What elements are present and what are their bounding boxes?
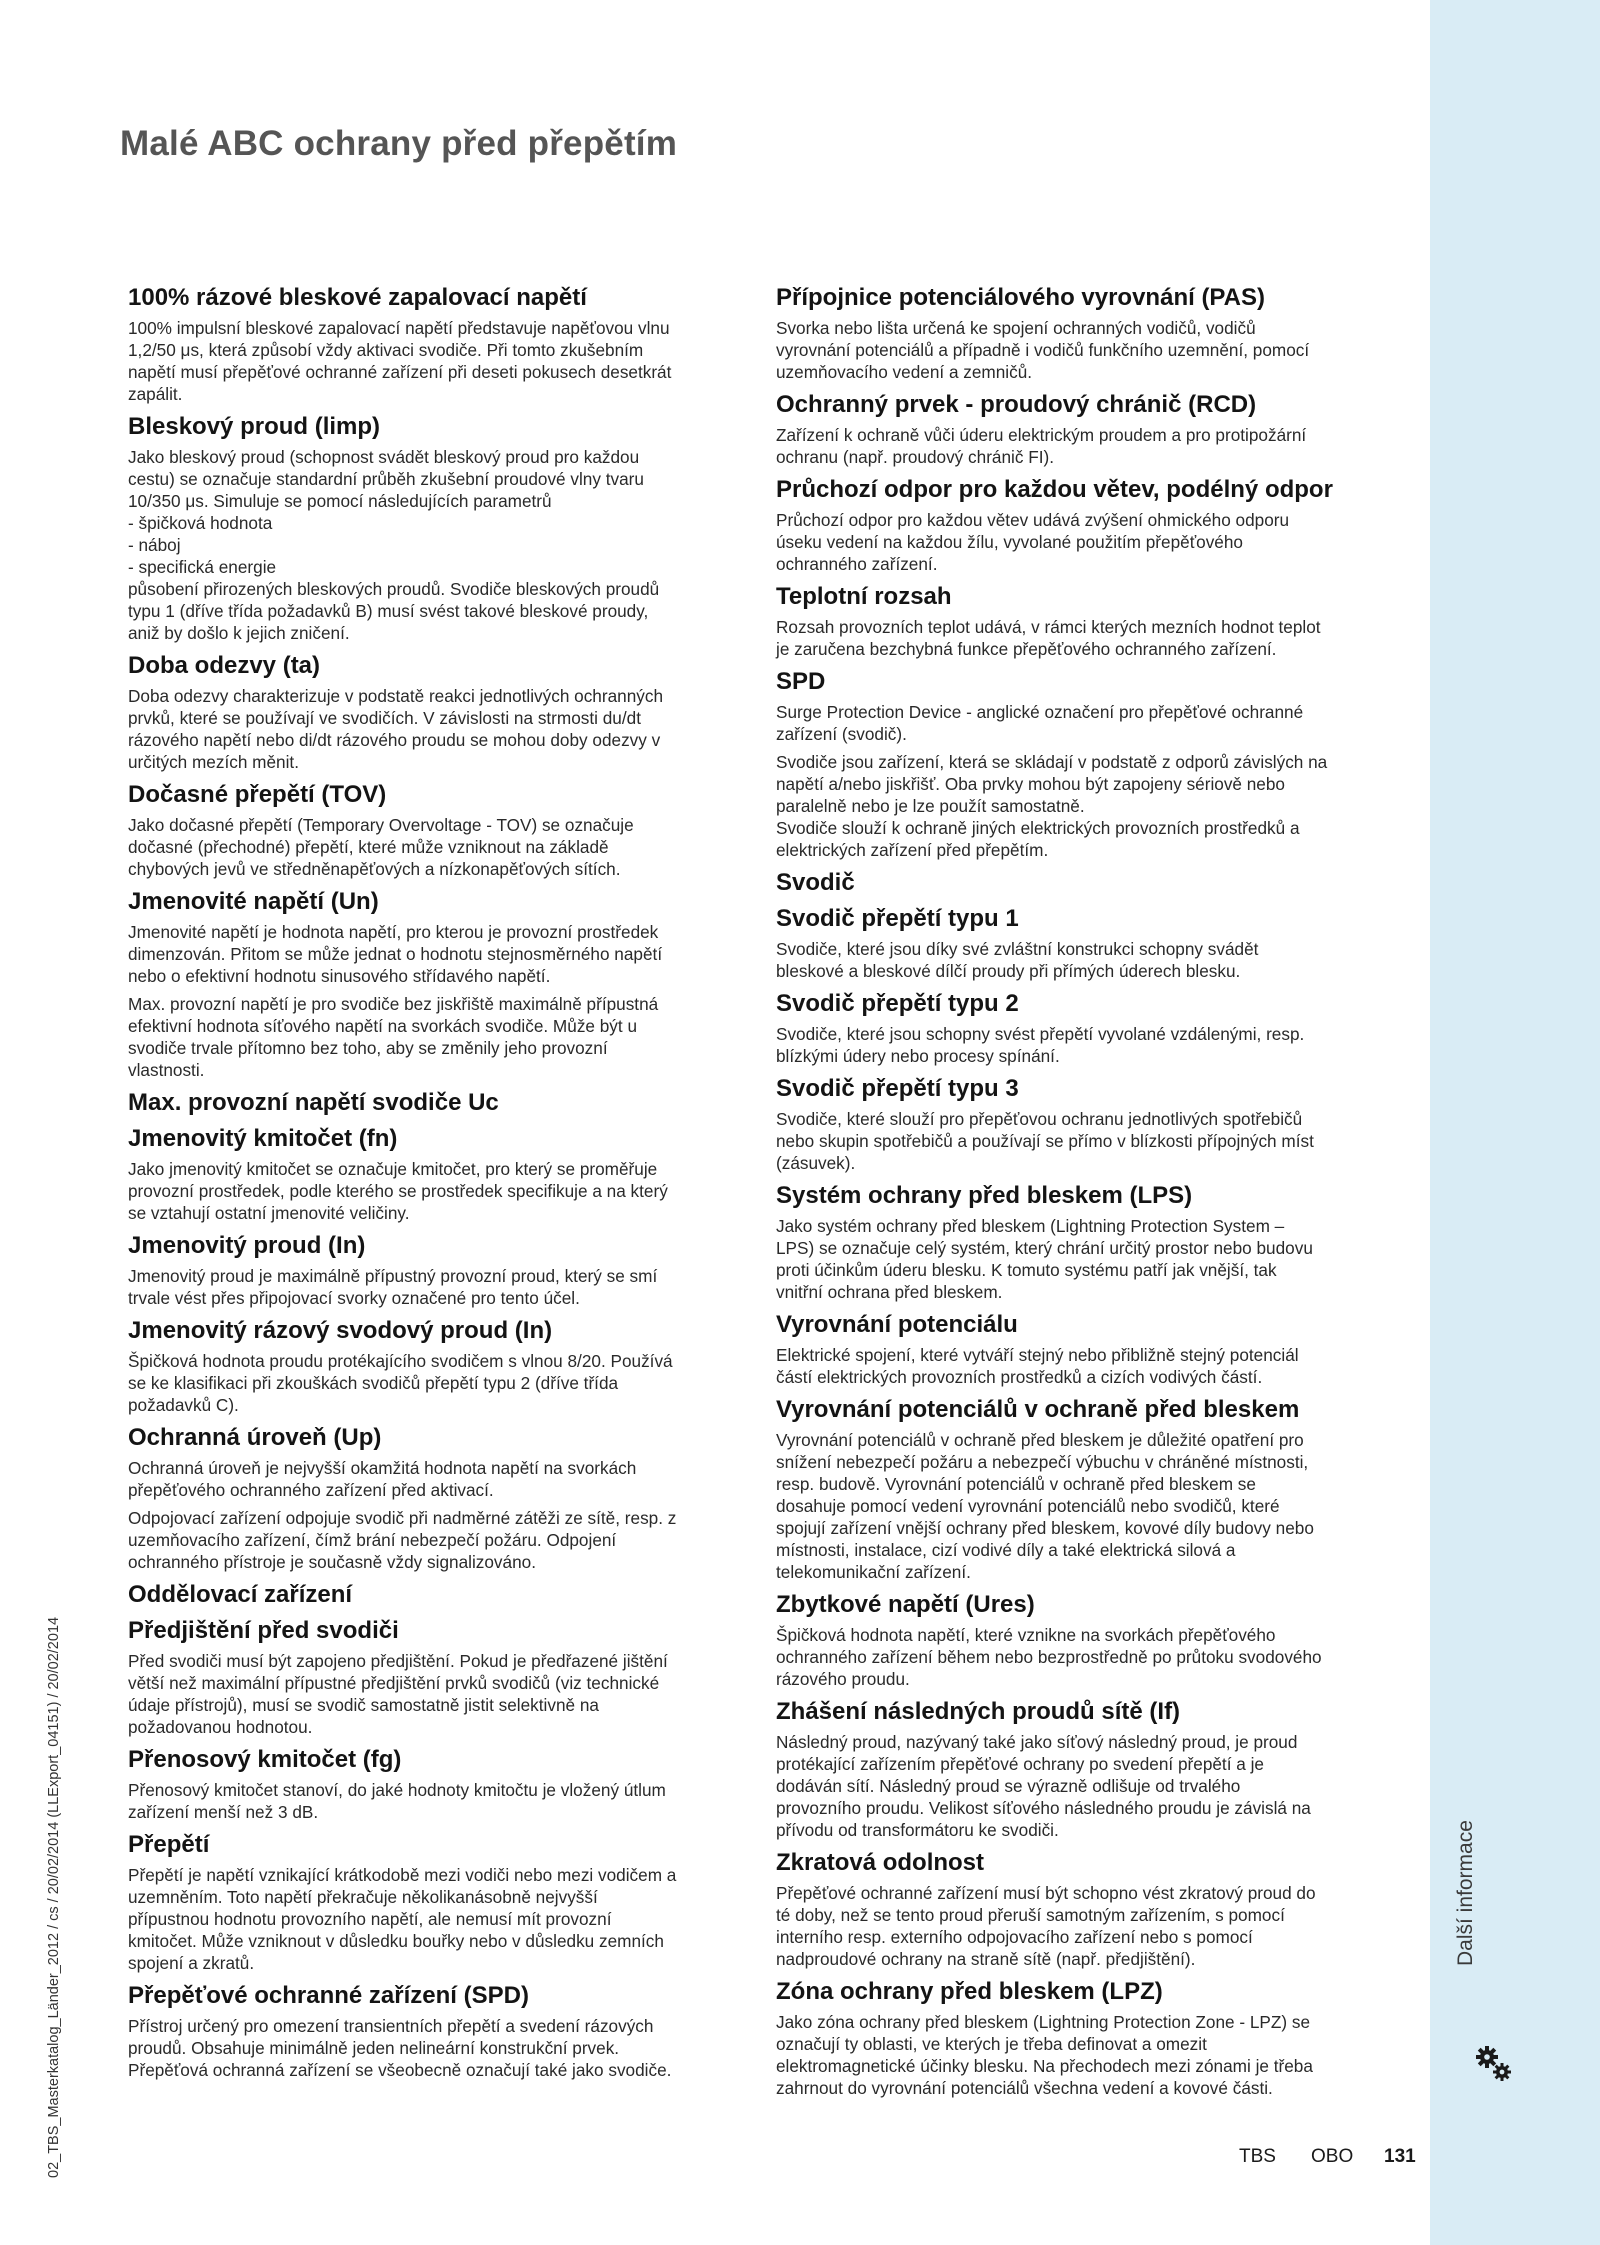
entry-heading: Průchozí odpor pro každou větev, podélný odpor: [776, 476, 1333, 503]
entry-text: Rozsah provozních teplot udává, v rámci kterých mezních hodnot teplot je zaručena bezchybná funkce přepěťového ochranného zařízení.: [776, 617, 1321, 659]
entry-text: Průchozí odpor pro každou větev udává zvýšení ohmického odporu úseku vedení na každou žílu, vyvolané použitím přepěťového ochranného zařízení.: [776, 510, 1290, 574]
glossary-entry: [128, 1981, 736, 2081]
entry-text: Přístroj určený pro omezení transientních přepětí a svedení rázových proudů. Obsahuje minimálně jeden nelineární konstrukční prvek. Přepěťová ochranná zařízení se všeobecně označují také jako svodiče.: [128, 2016, 672, 2080]
sidebar-band: [1430, 0, 1600, 2245]
entry-heading: Jmenovitý rázový svodový proud (In): [128, 1317, 553, 1344]
entry-text: Před svodiči musí být zapojeno předjištění. Pokud je předřazené jištění větší než maximální přípustné předjištění prvků svodičů (viz technické údaje přístrojů), musí se svodič samostatně jistit selektivně na požadovanou hodnotou.: [128, 1651, 668, 1737]
glossary-entry: [128, 1423, 736, 1573]
glossary-entry: [776, 1697, 1396, 1841]
entry-heading: Teplotní rozsah: [776, 583, 952, 610]
entry-text: Špičková hodnota proudu protékajícího svodičem s vlnou 8/20. Používá se ke klasifikaci při zkouškách svodičů přepětí typu 2 (dříve třída požadavků C).: [128, 1351, 673, 1415]
glossary-entry: [776, 582, 1396, 660]
glossary-entry: [128, 1830, 736, 1974]
entry-heading: Ochranný prvek - proudový chránič (RCD): [776, 391, 1257, 418]
entry-text: Přepětí je napětí vznikající krátkodobě mezi vodiči nebo mezi vodičem a uzemněním. Toto napětí překračuje několikanásobně nejvyšší přípustnou hodnotu provozního napětí, ale nemusí mít provozní kmitočet. Může vzniknout v důsledku bouřky nebo v důsledku zemních spojení a zkratů.: [128, 1865, 677, 1973]
entry-heading: SPD: [776, 668, 826, 695]
entry-heading: Jmenovitý kmitočet (fn): [128, 1125, 398, 1152]
glossary-entry: [128, 283, 736, 405]
glossary-entry: [128, 1316, 736, 1416]
entry-text: Jmenovitý proud je maximálně přípustný provozní proud, který se smí trvale vést přes připojovací svorky označené pro tento účel.: [128, 1266, 658, 1308]
page-number: 131: [1384, 2146, 1416, 2167]
glossary-entry: [128, 1231, 736, 1309]
entry-text: Špičková hodnota napětí, které vznikne na svorkách přepěťového ochranného zařízení během nebo bezprostředně po průtoku svodového rázového proudu.: [776, 1625, 1322, 1689]
entry-heading: 100% rázové bleskové zapalovací napětí: [128, 284, 587, 311]
entry-heading: Přenosový kmitočet (fg): [128, 1746, 402, 1773]
entry-heading: Předjištění před svodiči: [128, 1617, 399, 1644]
entry-text: 100% impulsní bleskové zapalovací napětí představuje napěťovou vlnu 1,2/50 μs, která způsobí vždy aktivaci svodiče. Při tomto zkušebním napětí musí přepěťové ochranné zařízení při deseti pokusech desetkrát zapálit.: [128, 318, 672, 404]
entry-text: Svorka nebo lišta určená ke spojení ochranných vodičů, vodičů vyrovnání potenciálů a případně i vodičů funkčního uzemnění, pomocí uzemňovacího vedení a zemničů.: [776, 318, 1310, 382]
entry-heading: Bleskový proud (limp): [128, 413, 381, 440]
glossary-entry: [128, 780, 736, 880]
entry-heading: Zkratová odolnost: [776, 1849, 985, 1876]
entry-text: Svodiče, které jsou schopny svést přepětí vyvolané vzdálenými, resp. blízkými údery nebo procesy spínání.: [776, 1024, 1305, 1066]
glossary-entry: [128, 1580, 736, 1609]
glossary-entry: [128, 1616, 736, 1738]
entry-heading: Svodič: [776, 869, 855, 896]
glossary-entry: [776, 475, 1396, 575]
entry-text: Vyrovnání potenciálů v ochraně před bleskem je důležité opatření pro snížení nebezpečí požáru a nebezpečí výbuchu v chráněné místnosti, resp. budově. Vyrovnání potenciálů v ochraně před bleskem se dosahuje pomocí vedení vyrovnání potenciálů nebo svodičů, které spojují zařízení vnější ochrany před bleskem, kovové díly budovy nebo místnosti, instalace, cizí vodivé díly a také elektrická silová a telekomunikační zařízení.: [776, 1430, 1314, 1582]
entry-text: Elektrické spojení, které vytváří stejný nebo přibližně stejný potenciál částí elektrických provozních prostředků a cizích vodivých částí.: [776, 1345, 1299, 1387]
entry-text: Odpojovací zařízení odpojuje svodič při nadměrné zátěži ze sítě, resp. z uzemňovacího zařízení, čímž brání nebezpečí požáru. Odpojení ochranného přístroje je současně vždy signalizováno.: [128, 1508, 677, 1572]
entry-text: Jako systém ochrany před bleskem (Lightning Protection System – LPS) se označuje celý systém, který chrání určitý prostor nebo budovu proti účinkům úderu blesku. K tomuto systému patří jak vnější, tak vnitřní ochrana před bleskem.: [776, 1216, 1313, 1302]
glossary-entry: [128, 887, 736, 1081]
glossary-entry: [776, 868, 1396, 897]
entry-heading: Systém ochrany před bleskem (LPS): [776, 1182, 1193, 1209]
glossary-entry: [776, 1590, 1396, 1690]
right-column: [776, 283, 1396, 2106]
entry-text: Zařízení k ochraně vůči úderu elektrickým proudem a pro protipožární ochranu (např. proudový chránič FI).: [776, 425, 1307, 467]
entry-heading: Zbytkové napětí (Ures): [776, 1591, 1035, 1618]
entry-heading: Doba odezvy (ta): [128, 652, 321, 679]
entry-text: Max. provozní napětí je pro svodiče bez jiskřiště maximálně přípustná efektivní hodnota síťového napětí na svorkách svodiče. Může být u svodiče trvale přítomno bez toho, aby se změnily jeho provozní vlastnosti.: [128, 994, 659, 1080]
entry-heading: Přepětí: [128, 1831, 210, 1858]
glossary-entry: [776, 1310, 1396, 1388]
footer-brand-obo: OBO: [1311, 2146, 1354, 2167]
entry-heading: Svodič přepětí typu 2: [776, 990, 1019, 1017]
entry-heading: Vyrovnání potenciálu: [776, 1311, 1018, 1338]
document-meta: 02_TBS_Masterkatalog_Länder_2012 / cs / 20/02/2014 (LLExport_04151) / 20/02/2014: [46, 1616, 62, 2178]
entry-heading: Svodič přepětí typu 3: [776, 1075, 1019, 1102]
entry-text: Ochranná úroveň je nejvyšší okamžitá hodnota napětí na svorkách přepěťového ochranného zařízení před aktivací.: [128, 1458, 637, 1500]
entry-text: Doba odezvy charakterizuje v podstatě reakci jednotlivých ochranných prvků, které se používají ve svodičích. V závislosti na strmosti du/dt rázového napětí nebo di/dt rázového proudu se mohou doby odezvy v určitých mezích měnit.: [128, 686, 664, 772]
entry-heading: Max. provozní napětí svodiče Uc: [128, 1089, 499, 1116]
glossary-entry: [776, 1181, 1396, 1303]
entry-heading: Ochranná úroveň (Up): [128, 1424, 382, 1451]
glossary-entry: [776, 667, 1396, 861]
entry-text: Jako dočasné přepětí (Temporary Overvoltage - TOV) se označuje dočasné (přechodné) přepětí, které může vzniknout na základě chybových jevů ve středněnapěťových a nízkonapěťových sítích.: [128, 815, 634, 879]
entry-text: Jmenovité napětí je hodnota napětí, pro kterou je provozní prostředek dimenzován. Přitom se může jednat o hodnotu stejnosměrného napětí nebo o efektivní hodnotu sinusového střídavého napětí.: [128, 922, 663, 986]
entry-heading: Přepěťové ochranné zařízení (SPD): [128, 1982, 529, 2009]
glossary-entry: [776, 390, 1396, 468]
entry-heading: Vyrovnání potenciálů v ochraně před bleskem: [776, 1396, 1300, 1423]
entry-heading: Svodič přepětí typu 1: [776, 905, 1019, 932]
page-title: Malé ABC ochrany před přepětím: [120, 124, 678, 163]
entry-text: Svodiče, které jsou díky své zvláštní konstrukci schopny svádět bleskové a bleskové dílčí proudy při přímých úderech blesku.: [776, 939, 1259, 981]
glossary-entry: [128, 1124, 736, 1224]
entry-heading: Zóna ochrany před bleskem (LPZ): [776, 1978, 1163, 2005]
entry-heading: Dočasné přepětí (TOV): [128, 781, 387, 808]
entry-text: Svodiče jsou zařízení, která se skládají v podstatě z odporů závislých na napětí a/nebo jiskřišť. Oba prvky mohou být zapojeny sériově nebo paralelně nebo je lze použít samostatně. Svodiče slouží k ochraně jiných elektrických provozních prostředků a elektrických zařízení před přepětím.: [776, 752, 1328, 860]
entry-text: Jako zóna ochrany před bleskem (Lightning Protection Zone - LPZ) se označují ty oblasti, ve kterých je třeba definovat a omezit elektromagnetické účinky blesku. Na přechodech mezi zónami je třeba zahrnout do vyrovnání potenciálů všechna vedení a kovové části.: [776, 2012, 1313, 2098]
glossary-entry: [128, 1745, 736, 1823]
glossary-entry: [776, 1395, 1396, 1583]
entry-heading: Zhášení následných proudů sítě (If): [776, 1698, 1181, 1725]
glossary-entry: [128, 651, 736, 773]
entry-text: Jako jmenovitý kmitočet se označuje kmitočet, pro který se proměřuje provozní prostředek, podle kterého se prostředek specifikuje a na který se vztahují ostatní jmenovité veličiny.: [128, 1159, 668, 1223]
entry-heading: Přípojnice potenciálového vyrovnání (PAS): [776, 284, 1265, 311]
entry-heading: Jmenovitý proud (In): [128, 1232, 366, 1259]
glossary-entry: [128, 1088, 736, 1117]
glossary-entry: [776, 283, 1396, 383]
footer-brand-tbs: TBS: [1239, 2146, 1276, 2167]
entry-text: Přepěťové ochranné zařízení musí být schopno vést zkratový proud do té doby, než se tento proud přeruší samotným zařízením, s pomocí interního resp. externího odpojovacího zařízení nebo s pomocí nadproudové ochrany na straně sítě (např. předjištění).: [776, 1883, 1316, 1969]
entry-text: Jako bleskový proud (schopnost svádět bleskový proud pro každou cestu) se označuje standardní průběh zkušební proudové vlny tvaru 10/350 μs. Simuluje se pomocí následujících parametrů - špičková hodnota - náboj - specifická energie působení přirozených bleskových proudů. Svodiče bleskových proudů typu 1 (dříve třída požadavků B) musí svést takové bleskové proudy, aniž by došlo k jejich zničení.: [128, 447, 660, 643]
entry-heading: Jmenovité napětí (Un): [128, 888, 379, 915]
entry-text: Přenosový kmitočet stanoví, do jaké hodnoty kmitočtu je vložený útlum zařízení menší než 3 dB.: [128, 1780, 666, 1822]
left-column: [128, 283, 736, 2088]
glossary-entry: [128, 412, 736, 644]
gear-icon: [1474, 2044, 1514, 2084]
entry-heading: Oddělovací zařízení: [128, 1581, 353, 1608]
entry-text: Surge Protection Device - anglické označení pro přepěťové ochranné zařízení (svodič).: [776, 702, 1304, 744]
glossary-entry: [776, 1848, 1396, 1970]
glossary-entry: [776, 1074, 1396, 1174]
glossary-entry: [776, 1977, 1396, 2099]
sidebar-label: Další informace: [1454, 1820, 1477, 1966]
glossary-entry: [776, 904, 1396, 982]
entry-text: Svodiče, které slouží pro přepěťovou ochranu jednotlivých spotřebičů nebo skupin spotřebičů a používají se přímo v blízkosti přípojných míst (zásuvek).: [776, 1109, 1314, 1173]
glossary-entry: [776, 989, 1396, 1067]
entry-text: Následný proud, nazývaný také jako síťový následný proud, je proud protékající zařízením přepěťové ochrany po svedení přepětí a je dodáván sítí. Následný proud se výrazně odlišuje od trvalého provozního proudu. Velikost síťového následného proudu je závislá na přívodu od transformátoru ke svodiči.: [776, 1732, 1311, 1840]
